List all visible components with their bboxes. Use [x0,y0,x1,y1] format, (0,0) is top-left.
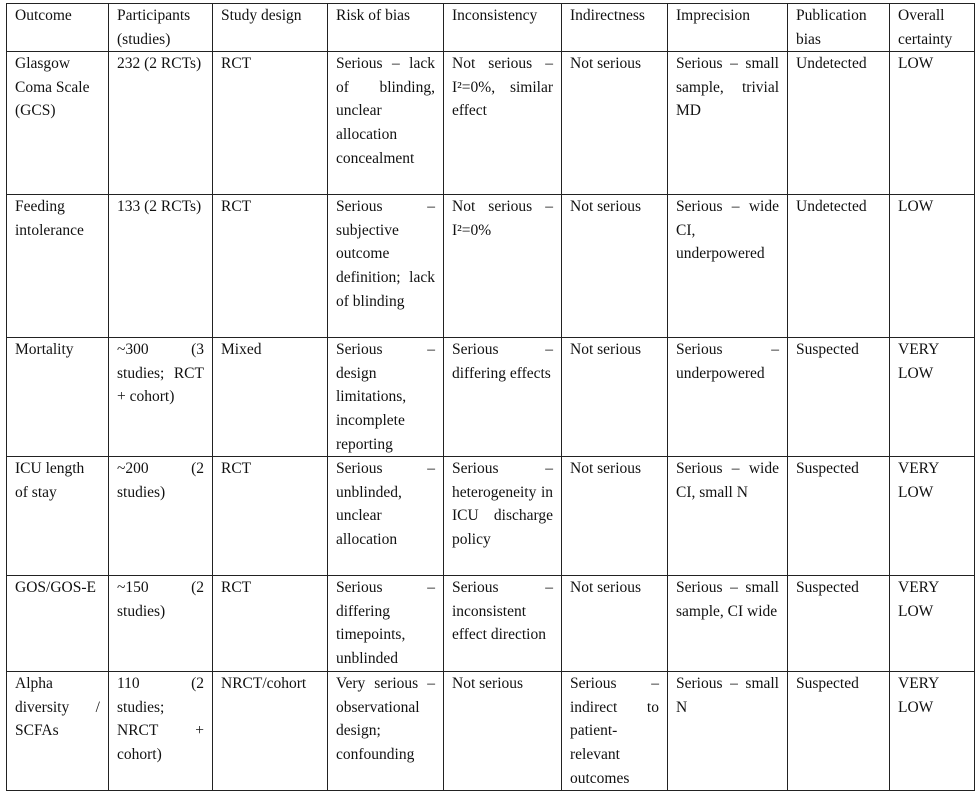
table-row [7,195,975,338]
cell-risk-of-bias: Serious – lack of blinding, unclear allocation concealment [328,52,444,195]
column-header-overall-certainty: Overall certainty [890,4,975,52]
cell-inconsistency: Not serious – I²=0%, similar effect [444,52,562,195]
header-row [7,4,975,52]
cell-outcome: Alpha diversity / SCFAs [7,672,109,791]
cell-participants: 232 (2 RCTs) [109,52,213,195]
cell-indirectness: Not serious [562,457,668,576]
cell-study-design: RCT [213,576,328,672]
cell-overall-certainty: LOW [890,52,975,195]
cell-indirectness: Not serious [562,338,668,457]
cell-inconsistency: Serious – differing effects [444,338,562,457]
column-header-participants: Participants (studies) [109,4,213,52]
cell-inconsistency: Not serious – I²=0% [444,195,562,338]
column-header-indirectness: Indirectness [562,4,668,52]
cell-publication-bias: Suspected [788,576,890,672]
cell-indirectness: Not serious [562,195,668,338]
cell-participants: ~150 (2 studies) [109,576,213,672]
table-row [7,338,975,457]
cell-outcome: GOS/GOS-E [7,576,109,672]
cell-study-design: NRCT/cohort [213,672,328,791]
cell-participants: 133 (2 RCTs) [109,195,213,338]
cell-study-design: RCT [213,457,328,576]
cell-imprecision: Serious – wide CI, underpowered [668,195,788,338]
cell-overall-certainty: VERY LOW [890,672,975,791]
cell-imprecision: Serious – wide CI, small N [668,457,788,576]
cell-inconsistency: Not serious [444,672,562,791]
column-header-imprecision: Imprecision [668,4,788,52]
cell-risk-of-bias: Serious – subjective outcome definition; lack of blinding [328,195,444,338]
cell-publication-bias: Suspected [788,338,890,457]
cell-inconsistency: Serious – heterogeneity in ICU discharge policy [444,457,562,576]
cell-outcome: Feeding intolerance [7,195,109,338]
cell-participants: ~300 (3 studies; RCT + cohort) [109,338,213,457]
cell-imprecision: Serious – underpowered [668,338,788,457]
cell-participants: 110 (2 studies; NRCT + cohort) [109,672,213,791]
cell-risk-of-bias: Serious – unblinded, unclear allocation [328,457,444,576]
cell-overall-certainty: LOW [890,195,975,338]
cell-imprecision: Serious – small sample, CI wide [668,576,788,672]
cell-overall-certainty: VERY LOW [890,338,975,457]
cell-publication-bias: Suspected [788,672,890,791]
cell-indirectness: Not serious [562,576,668,672]
cell-outcome: Mortality [7,338,109,457]
cell-outcome: Glasgow Coma Scale (GCS) [7,52,109,195]
cell-study-design: Mixed [213,338,328,457]
cell-study-design: RCT [213,52,328,195]
column-header-outcome: Outcome [7,4,109,52]
column-header-risk-of-bias: Risk of bias [328,4,444,52]
cell-indirectness: Not serious [562,52,668,195]
cell-participants: ~200 (2 studies) [109,457,213,576]
table-row [7,672,975,791]
cell-imprecision: Serious – small N [668,672,788,791]
grade-evidence-table [6,3,975,791]
column-header-publication-bias: Publication bias [788,4,890,52]
cell-inconsistency: Serious – inconsistent effect direction [444,576,562,672]
cell-study-design: RCT [213,195,328,338]
cell-publication-bias: Suspected [788,457,890,576]
cell-publication-bias: Undetected [788,195,890,338]
table-row [7,52,975,195]
table-row [7,576,975,672]
cell-risk-of-bias: Serious – design limitations, incomplete reporting [328,338,444,457]
cell-outcome: ICU length of stay [7,457,109,576]
column-header-inconsistency: Inconsistency [444,4,562,52]
cell-risk-of-bias: Serious – differing timepoints, unblinded [328,576,444,672]
cell-overall-certainty: VERY LOW [890,457,975,576]
column-header-study-design: Study design [213,4,328,52]
table-row [7,457,975,576]
cell-risk-of-bias: Very serious – observational design; confounding [328,672,444,791]
cell-indirectness: Serious – indirect to patient-relevant outcomes [562,672,668,791]
cell-publication-bias: Undetected [788,52,890,195]
cell-imprecision: Serious – small sample, trivial MD [668,52,788,195]
cell-overall-certainty: VERY LOW [890,576,975,672]
